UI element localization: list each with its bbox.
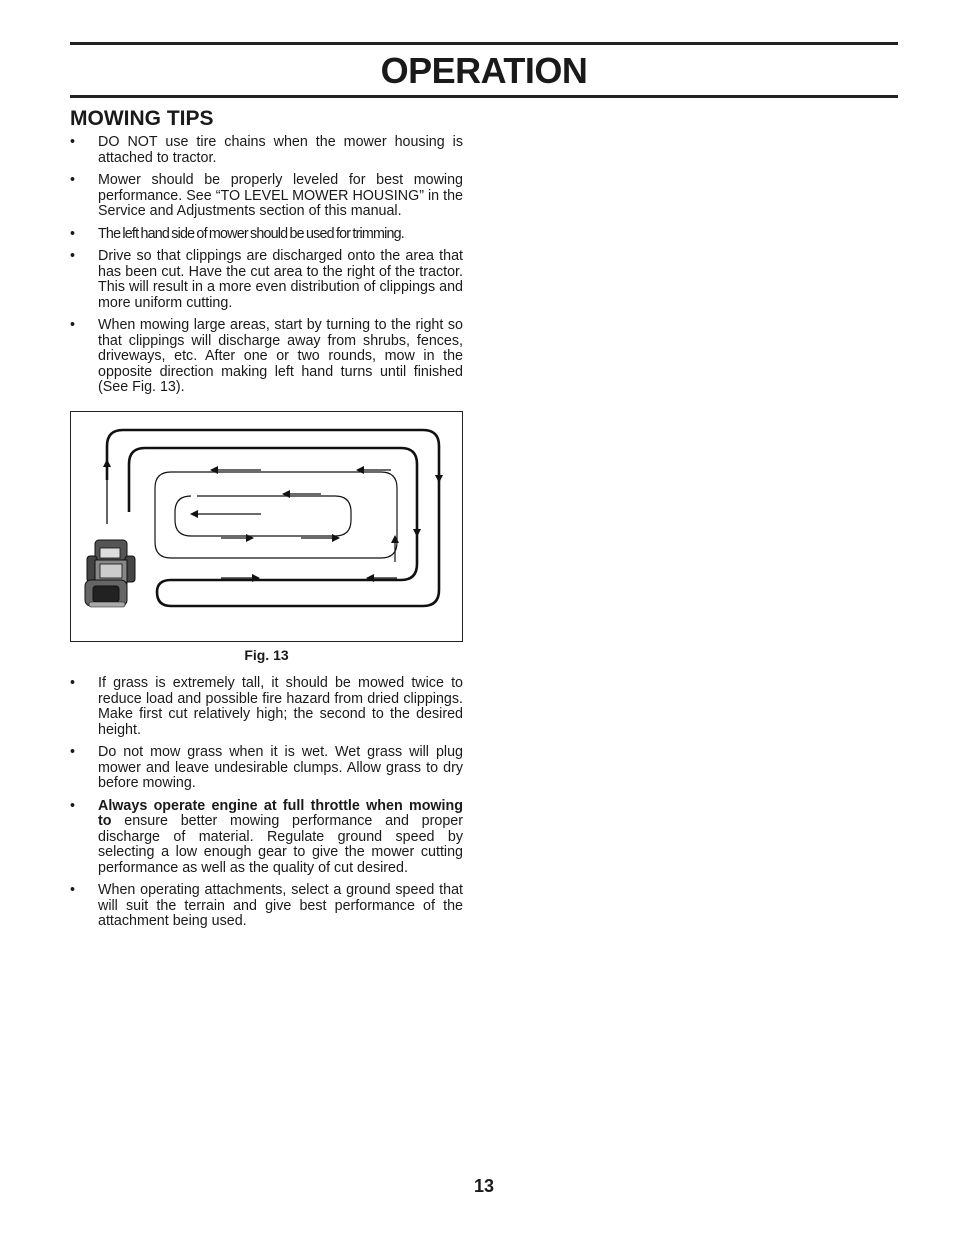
page-number: 13 [473, 1176, 495, 1196]
tip-text: Mower should be properly leveled for best mowing performance. See “TO LEVEL MOWER HOUSING” in the Service and Adjustments section of this manual. [98, 172, 463, 219]
list-item [70, 883, 463, 930]
inner-mowing-path [175, 496, 351, 536]
tip-text: When operating attachments, select a ground speed that will suit the terrain and give best performance of the attachment being used. [98, 882, 463, 929]
mowing-tips-list [70, 135, 463, 403]
list-item [70, 249, 463, 311]
tip-bold-text: Always operate engine at full throttle when mowing to [98, 797, 463, 829]
bullet: • [70, 675, 76, 691]
bullet: • [70, 797, 76, 814]
tip-text: If grass is extremely tall, it should be mowed twice to reduce load and possible fire hazard from dried clippings. Make first cut relatively high; the second to the desired height. [98, 675, 463, 738]
page-title: OPERATION [380, 50, 588, 91]
tip-text [98, 798, 463, 876]
bullet: • [70, 744, 76, 760]
mowing-pattern-figure [70, 411, 463, 642]
tip-rest-text: ensure better mowing performance and proper discharge of material. Regulate ground speed by selecting a low enough gear to give the mower cutting performance as well as the quality of cut desired. [98, 813, 463, 876]
mowing-pattern-diagram [71, 412, 462, 641]
list-item [70, 227, 463, 243]
section-title: MOWING TIPS [70, 107, 214, 130]
tip-text: DO NOT use tire chains when the mower housing is attached to tractor. [98, 134, 463, 166]
figure-caption: Fig. 13 [244, 647, 289, 663]
lawn-tractor-icon [85, 540, 135, 607]
list-item [70, 135, 463, 166]
header-rule-bottom [70, 95, 898, 98]
mowing-tips-list-continued [70, 676, 463, 937]
middle-mowing-path [155, 472, 397, 558]
header-rule-top [70, 42, 898, 45]
list-item [70, 318, 463, 396]
bullet: • [70, 134, 76, 150]
list-item [70, 745, 463, 792]
bullet: • [70, 317, 76, 333]
tip-text: Do not mow grass when it is wet. Wet grass will plug mower and leave undesirable clumps. Allow grass to dry before mowing. [98, 744, 463, 791]
list-item [70, 676, 463, 738]
bullet: • [70, 882, 76, 898]
tip-text: Drive so that clippings are discharged onto the area that has been cut. Have the cut area to the right of the tractor. This will result in a more even distribution of clippings and more uniform cutting. [98, 248, 463, 311]
list-item [70, 173, 463, 220]
tip-text: The left hand side of mower should be used for trimming. [98, 225, 404, 242]
list-item [70, 799, 463, 877]
bullet: • [70, 172, 76, 188]
outer-mowing-path [107, 430, 439, 606]
tip-text: When mowing large areas, start by turning to the right so that clippings will discharge away from shrubs, fences, driveways, etc. After one or two rounds, mow in the opposite direction making left hand turns until finished (See Fig. 13). [98, 317, 463, 395]
bullet: • [70, 248, 76, 264]
bullet: • [70, 225, 76, 242]
